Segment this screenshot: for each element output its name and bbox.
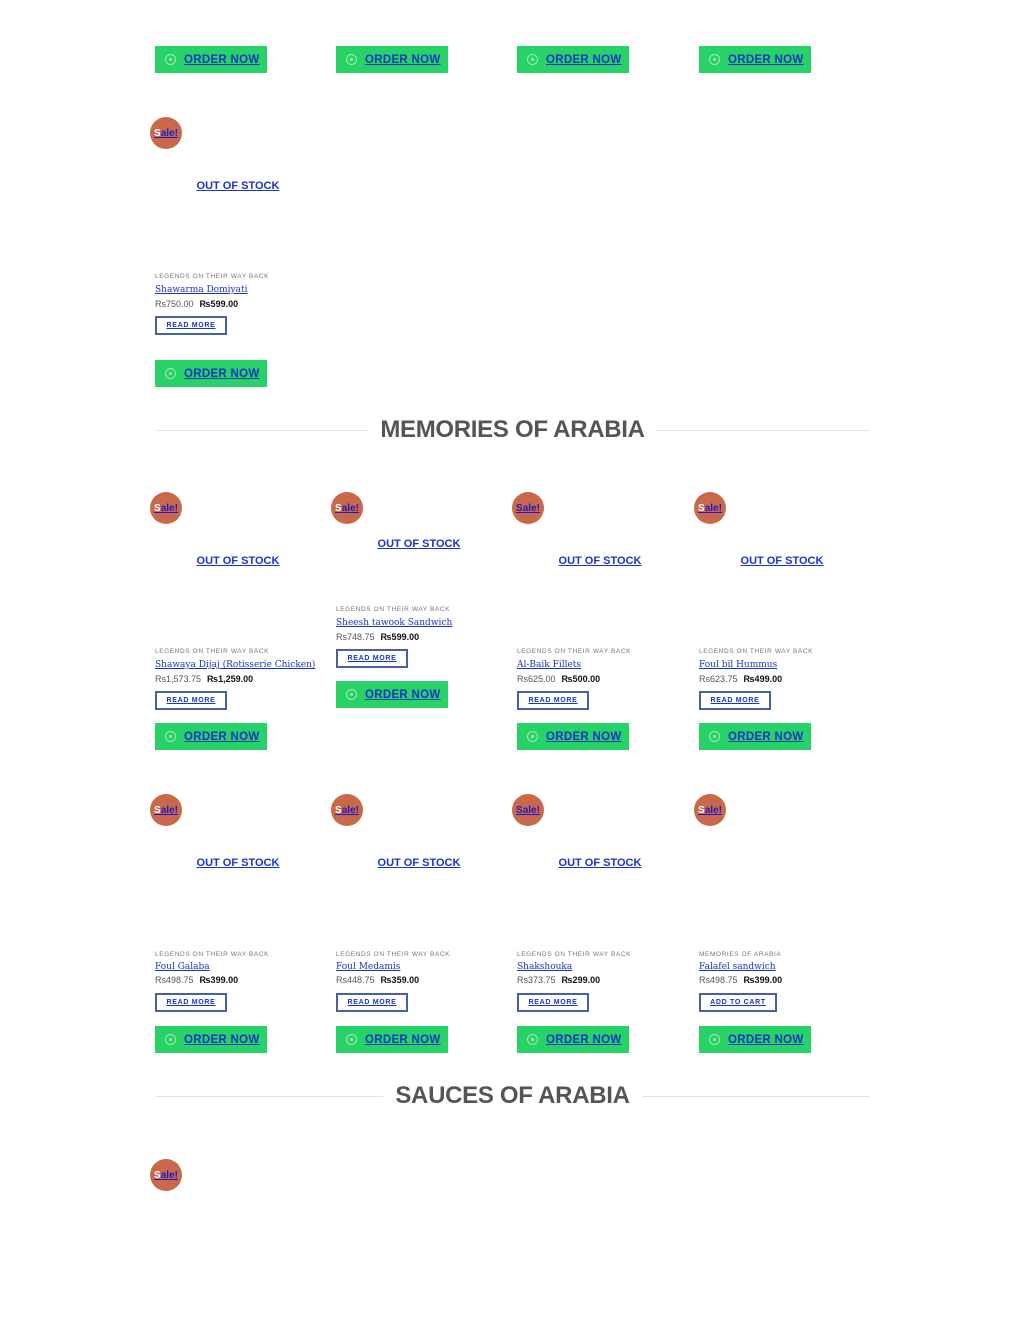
section-heading (155, 415, 870, 445)
old-price: Rs625.00 (517, 674, 556, 684)
order-now-button[interactable]: ORDER NOW (155, 723, 267, 750)
sale-price: ₨499.00 (743, 674, 783, 684)
product-name[interactable]: Shakshouka (517, 962, 573, 972)
product-name[interactable]: Sheesh tawook Sandwich (336, 618, 453, 628)
sale-badge[interactable]: S ale! (694, 492, 726, 524)
order-now-button[interactable]: ORDER NOW (336, 681, 448, 708)
order-now-button[interactable]: ORDER NOW (699, 723, 811, 750)
order-now-button[interactable]: ORDER NOW (336, 1026, 448, 1053)
product-price (155, 299, 238, 309)
whatsapp-icon (346, 1034, 357, 1045)
order-now-button[interactable]: ORDER NOW (699, 1026, 811, 1053)
product-name[interactable]: Foul Medamis (336, 962, 401, 972)
old-price: Rs750.00 (155, 299, 194, 309)
out-of-stock-link[interactable]: OUT OF STOCK (740, 555, 824, 567)
sale-badge[interactable]: S ale! (150, 117, 182, 149)
order-now-button[interactable]: ORDER NOW (155, 46, 267, 73)
out-of-stock-link[interactable]: OUT OF STOCK (196, 180, 280, 192)
product-price (155, 975, 238, 985)
product-category: MEMORIES OF ARABIA (699, 951, 782, 958)
whatsapp-icon (709, 731, 720, 742)
sale-badge[interactable]: S ale! (150, 492, 182, 524)
sale-price: ₨359.00 (380, 975, 420, 985)
whatsapp-icon (346, 689, 357, 700)
old-price: Rs373.75 (517, 975, 556, 985)
divider (657, 430, 870, 431)
section-title: SAUCES OF ARABIA (395, 1082, 630, 1109)
product-category: LEGENDS ON THEIR WAY BACK (155, 273, 270, 280)
whatsapp-icon (527, 731, 538, 742)
out-of-stock-link[interactable]: OUT OF STOCK (196, 555, 280, 567)
old-price: Rs498.75 (699, 975, 738, 985)
section-heading (155, 1081, 870, 1111)
read-more-button[interactable]: READ MORE (155, 691, 227, 710)
sale-price: ₨500.00 (561, 674, 601, 684)
product-price (517, 674, 600, 684)
product-name[interactable]: Shawarma Domiyati (155, 285, 248, 295)
add-to-cart-button[interactable]: ADD TO CART (699, 993, 777, 1012)
product-category: LEGENDS ON THEIR WAY BACK (336, 951, 451, 958)
order-now-button[interactable]: ORDER NOW (517, 723, 629, 750)
divider (155, 430, 368, 431)
sale-price: ₨399.00 (743, 975, 783, 985)
order-now-button[interactable]: ORDER NOW (699, 46, 811, 73)
whatsapp-icon (527, 54, 538, 65)
out-of-stock-link[interactable]: OUT OF STOCK (377, 538, 461, 550)
product-name[interactable]: Shawaya Dijaj (Rotisserie Chicken) (155, 660, 316, 670)
out-of-stock-link[interactable]: OUT OF STOCK (558, 555, 642, 567)
product-category: LEGENDS ON THEIR WAY BACK (155, 951, 270, 958)
whatsapp-icon (165, 368, 176, 379)
sale-badge[interactable]: S ale! (331, 794, 363, 826)
section-title: MEMORIES OF ARABIA (380, 416, 645, 443)
product-category: LEGENDS ON THEIR WAY BACK (155, 648, 270, 655)
whatsapp-icon (709, 1034, 720, 1045)
product-price (699, 674, 782, 684)
read-more-button[interactable]: READ MORE (155, 993, 227, 1012)
product-name[interactable]: Falafel sandwich (699, 962, 776, 972)
sale-badge[interactable]: S ale! (694, 794, 726, 826)
product-category: LEGENDS ON THEIR WAY BACK (517, 648, 632, 655)
product-price (336, 632, 419, 642)
product-price (336, 975, 419, 985)
out-of-stock-link[interactable]: OUT OF STOCK (558, 857, 642, 869)
old-price: Rs623.75 (699, 674, 738, 684)
old-price: Rs498.75 (155, 975, 194, 985)
whatsapp-icon (165, 731, 176, 742)
product-name[interactable]: Al-Baik Fillets (517, 660, 582, 670)
sale-badge[interactable]: S ale! (150, 794, 182, 826)
read-more-button[interactable]: READ MORE (699, 691, 771, 710)
whatsapp-icon (527, 1034, 538, 1045)
product-price (155, 674, 253, 684)
order-now-button[interactable]: ORDER NOW (517, 46, 629, 73)
divider (155, 1096, 383, 1097)
sale-badge[interactable]: Sale! (512, 794, 544, 826)
sale-price: ₨399.00 (199, 975, 239, 985)
read-more-button[interactable]: READ MORE (336, 649, 408, 668)
whatsapp-icon (165, 54, 176, 65)
sale-price: ₨299.00 (561, 975, 601, 985)
order-now-button[interactable]: ORDER NOW (155, 360, 267, 387)
old-price: Rs748.75 (336, 632, 375, 642)
product-price (699, 975, 782, 985)
whatsapp-icon (346, 54, 357, 65)
order-now-button[interactable]: ORDER NOW (336, 46, 448, 73)
out-of-stock-link[interactable]: OUT OF STOCK (377, 857, 461, 869)
order-now-button[interactable]: ORDER NOW (155, 1026, 267, 1053)
product-category: LEGENDS ON THEIR WAY BACK (336, 606, 451, 613)
read-more-button[interactable]: READ MORE (336, 993, 408, 1012)
read-more-button[interactable]: READ MORE (517, 993, 589, 1012)
read-more-button[interactable]: READ MORE (155, 316, 227, 335)
whatsapp-icon (709, 54, 720, 65)
order-now-button[interactable]: ORDER NOW (517, 1026, 629, 1053)
sale-price: ₨599.00 (199, 299, 239, 309)
sale-badge[interactable]: Sale! (512, 492, 544, 524)
sale-price: ₨599.00 (380, 632, 420, 642)
sale-badge[interactable]: S ale! (150, 1159, 182, 1191)
product-name[interactable]: Foul bil Hummus (699, 660, 778, 670)
old-price: Rs1,573.75 (155, 674, 202, 684)
product-category: LEGENDS ON THEIR WAY BACK (517, 951, 632, 958)
product-category: LEGENDS ON THEIR WAY BACK (699, 648, 814, 655)
sale-price: ₨1,259.00 (207, 674, 254, 684)
product-price (517, 975, 600, 985)
product-name[interactable]: Foul Galaba (155, 962, 210, 972)
divider (642, 1096, 870, 1097)
old-price: Rs448.75 (336, 975, 375, 985)
sale-badge[interactable]: S ale! (331, 492, 363, 524)
read-more-button[interactable]: READ MORE (517, 691, 589, 710)
whatsapp-icon (165, 1034, 176, 1045)
out-of-stock-link[interactable]: OUT OF STOCK (196, 857, 280, 869)
